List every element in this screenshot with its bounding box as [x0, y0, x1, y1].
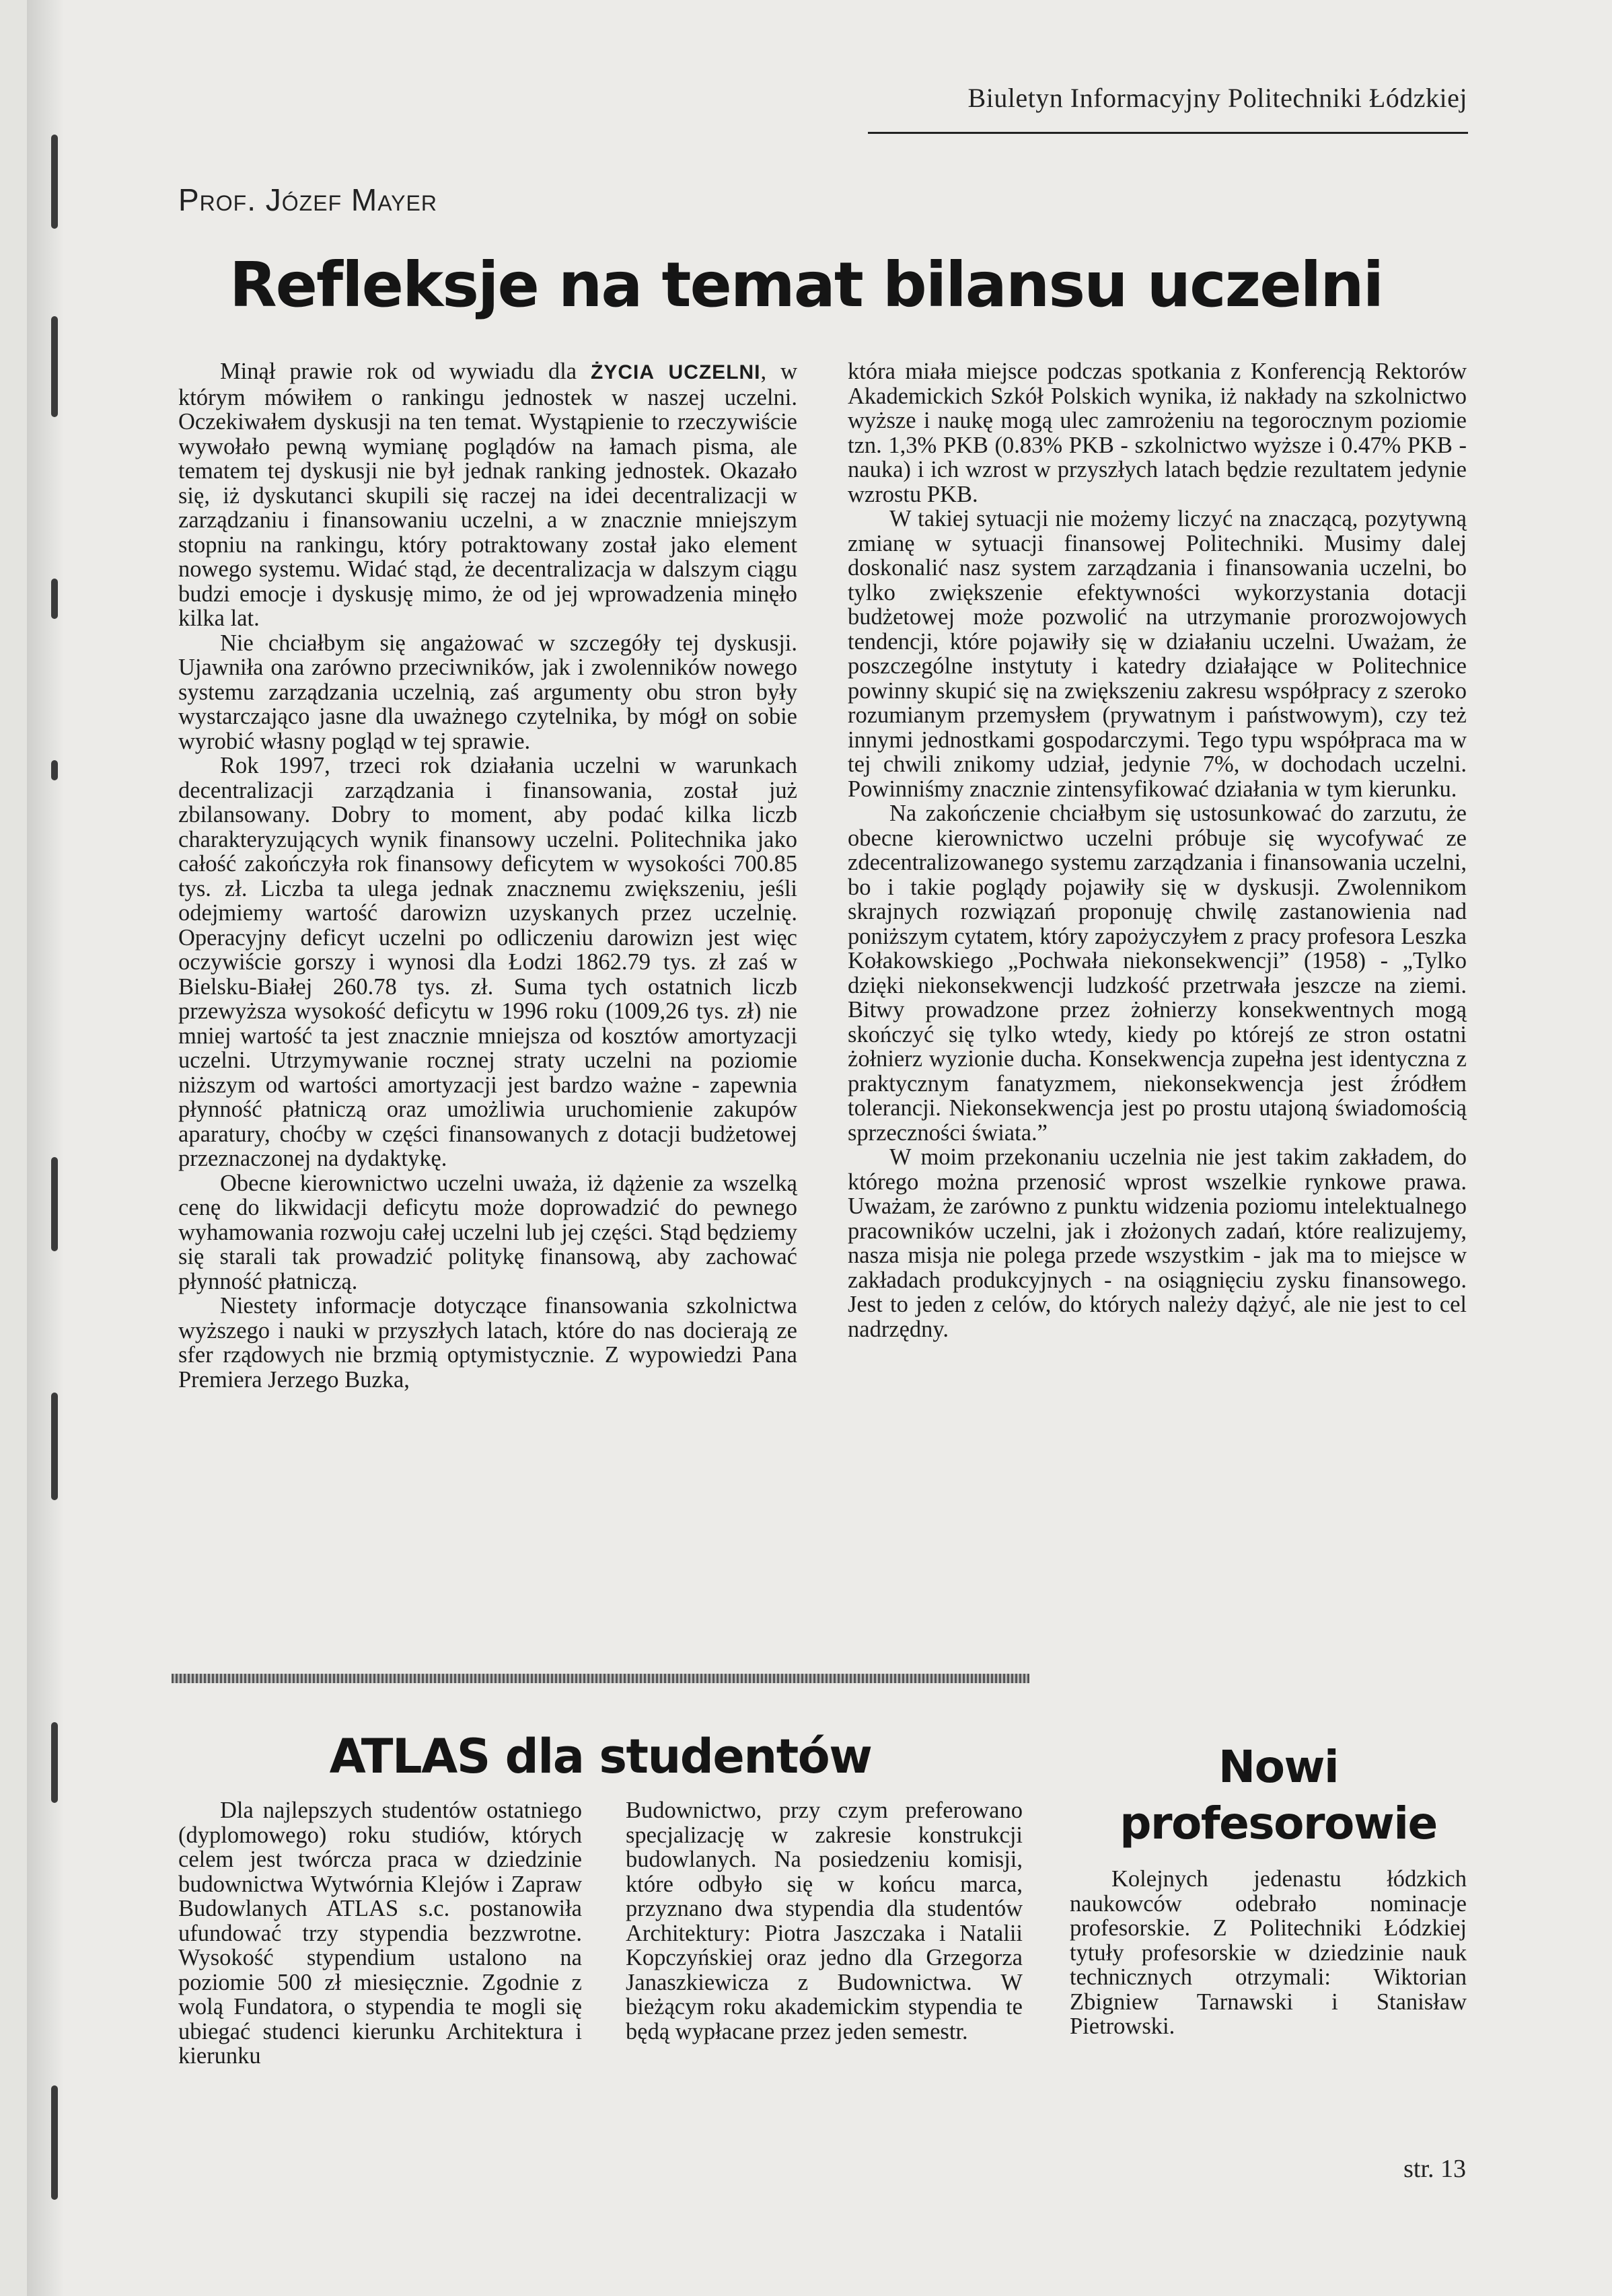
binding-mark	[51, 1157, 58, 1251]
journal-name: ŻYCIA UCZELNI	[591, 361, 761, 383]
bulletin-title: Biuletyn Informacyjny Politechniki Łódzkiej	[967, 83, 1467, 113]
article-right-column	[848, 359, 1467, 1341]
article-paragraph: Niestety informacje dotyczące finansowania szkolnictwa wyższego i nauki w przyszłych latach, które do nas docierają ze sfer rządowych nie brzmią optymistycznie. Z wypowiedzi Pana Premiera Jerzego Buzka,	[178, 1293, 797, 1393]
page-number: str. 13	[1403, 2155, 1466, 2183]
atlas-paragraph: Budownictwo, przy czym preferowano specjalizację w zakresie konstrukcji budowlanych. Na posiedzeniu komisji, które odbyło się w końcu marca, przyznano dwa stypendia dla studentów Architektury: Piotra Jaszczaka i Natalii Kopczyńskiej oraz jedno dla Grzegorza Janaszkiewicza z Budownictwa. W bieżącym roku akademickim stypendia te będą wypłacane przez jeden semestr.	[626, 1798, 1023, 2044]
binding-mark	[51, 316, 58, 417]
article-paragraph: Obecne kierownictwo uczelni uważa, iż dążenie za wszelką cenę do likwidacji deficytu może doprowadzić do pewnego wyhamowania rozwoju całej uczelni lub jej części. Stąd będziemy się starali tak prowadzić politykę finansową, aby zachować płynność płatniczą.	[178, 1170, 797, 1294]
atlas-headline: ATLAS dla studentów	[329, 1729, 872, 1784]
article-paragraph: Minął prawie rok od wywiadu dla ŻYCIA UCZELNI, w którym mówiłem o rankingu jednostek w naszej uczelni. Oczekiwałem dyskusji na ten temat. Wystąpienie to rzeczywiście wywołało pewną wymianę poglądów na łamach pisma, ale tematem tej dyskusji nie był jednak ranking jednostek. Okazało się, iż dyskutanci skupili się raczej na idei decentralizacji w zarządzaniu i finansowaniu uczelni, a w znacznie mniejszym stopniu na rankingu, który potraktowany został jako element nowego systemu. Widać stąd, że decentralizacja w dalszym ciągu budzi emocje i dyskusję mimo, że od jej wprowadzenia minęło kilka lat.	[178, 359, 798, 631]
binding-mark	[51, 760, 58, 780]
article-paragraph: Na zakończenie chciałbym się ustosunkować do zarzutu, że obecne kierownictwo uczelni próbuje się wycofywać ze zdecentralizowanego systemu zarządzania i finansowania uczelni, bo i takie poglądy pojawiły się w dyskusji. Zwolennikom skrajnych rozwiązań proponuję chwilę zastanowienia nad poniższym cytatem, który zapożyczyłem z pracy profesora Leszka Kołakowskiego „Pochwała niekonsekwencji” (1958) - „Tylko dzięki niekonsekwencji ludzkość przetrwała jeszcze na ziemi. Bitwy prowadzone przez żołnierzy konsekwentnych mogą skończyć się tylko wtedy, kiedy po którejś ze stron ostatni żołnierz wyzionie ducha. Konsekwencja zupełna jest identyczna z praktycznym fanatyzmem, niekonsekwencja jest źródłem tolerancji. Niekonsekwencja jest po prostu utajoną świadomością sprzeczności świata.”	[848, 801, 1467, 1146]
page-binding-shadow	[27, 0, 64, 2296]
article-paragraph: W takiej sytuacji nie możemy liczyć na znaczącą, pozytywną zmianę w sytuacji finansowej Politechniki. Musimy dalej doskonalić nasz system zarządzania i finansowania uczelni, bo tylko zwiększenie efektywności wykorzystania dotacji budżetowej może pozwolić na utrzymanie prorozwojowych tendencji, które pojawiły się w działaniu uczelni. Uważam, że poszczególne instytuty i katedry działające w Politechnice powinny skupić się na zwiększeniu zakresu współpracy z szeroko rozumianym przemysłem (prywatnym i państwowym), czy też innymi jednostkami gospodarczymi. Tego typu współpraca ma w tej chwili znikomy udział, jedynie 7%, w dochodach uczelni. Powinniśmy znacznie zintensyfikować działania w tym kierunku.	[848, 506, 1467, 802]
nowi-headline-line2: profesorowie	[1120, 1798, 1437, 1849]
article-left-column	[178, 359, 797, 1392]
binding-mark	[51, 1393, 58, 1500]
atlas-paragraph: Dla najlepszych studentów ostatniego (dyplomowego) roku studiów, których celem jest twórcza praca w dziedzinie budownictwa Wytwórnia Klejów i Zapraw Budowlanych ATLAS s.c. postanowiła ufundować trzy stypendia bezzwrotne. Wysokość stypendium ustalono na poziomie 500 zł miesięcznie. Zgodnie z wolą Fundatora, o stypendia te mogli się ubiegać studenci kierunku Architektura i kierunku	[178, 1798, 582, 2069]
atlas-left-column	[178, 1798, 582, 2069]
nowi-paragraph: Kolejnych jedenastu łódzkich naukowców odebrało nominacje profesorskie. Z Politechniki Łódzkiej tytuły profesorskie w dziedzinie nauk technicznych otrzymali: Wiktorian Zbigniew Tarnawski i Stanisław Pietrowski.	[1070, 1866, 1467, 2039]
binding-mark	[51, 1722, 58, 1803]
binding-mark	[51, 2085, 58, 2200]
atlas-right-column	[626, 1798, 1023, 2044]
binding-mark	[51, 135, 58, 229]
binding-mark	[51, 579, 58, 619]
header-rule	[868, 132, 1468, 134]
article-paragraph: Nie chciałbym się angażować w szczegóły tej dyskusji. Ujawniła ona zarówno przeciwników, jak i zwolenników nowego systemu zarządzania uczelnią, zaś argumenty obu stron były wystarczająco jasne dla uważnego czytelnika, by mógł on sobie wyrobić własny pogląd w tej sprawie.	[178, 630, 797, 754]
section-divider	[172, 1674, 1029, 1683]
article-paragraph: Rok 1997, trzeci rok działania uczelni w warunkach decentralizacji zarządzania i finansowania, został już zbilansowany. Dobry to moment, aby podać kilka liczb charakteryzujących wynik finansowy uczelni. Politechnika jako całość zakończyła rok finansowy deficytem w wysokości 700.85 tys. zł. Liczba ta ulega jednak znacznemu zwiększeniu, jeśli odejmiemy wartość darowizn uzyskanych przez uczelnię. Operacyjny deficyt uczelni po odliczeniu darowizn jest więc oczywiście gorszy i wynosi dla Łodzi 1862.79 tys. zł zaś w Bielsku-Białej 260.78 tys. zł. Suma tych ostatnich liczb przewyższa wysokość deficytu w 1996 roku (1009,26 tys. zł) nie mniej wartość ta jest znacznie mniejsza od kosztów amortyzacji uczelni. Utrzymywanie rocznej straty uczelni na poziomie niższym od wartości amortyzacji jest bardzo ważne - zapewnia płynność płatniczą oraz umożliwia uruchomienie zakupów aparatury, choćby w części finansowanych z dotacji budżetowej przeznaczonej na dydaktykę.	[178, 753, 797, 1171]
nowi-column	[1070, 1867, 1467, 2039]
nowi-headline-line1: Nowi	[1218, 1741, 1339, 1793]
article-paragraph: W moim przekonaniu uczelnia nie jest takim zakładem, do którego można przenosić wprost wszelkie rynkowe prawa. Uważam, że zarówno z punktu widzenia poziomu intelektualnego pracowników uczelni, jak i złożonych zadań, które realizujemy, nasza misja nie polega przede wszystkim - jak ma to miejsce w zakładach produkcyjnych - na osiągnięciu zysku finansowego. Jest to jeden z celów, do których należy dążyć, ale nie jest to cel nadrzędny.	[848, 1144, 1467, 1342]
nowi-headline	[1076, 1739, 1480, 1852]
article-paragraph: która miała miejsce podczas spotkania z Konferencją Rektorów Akademickich Szkół Polskich wynika, iż nakłady na szkolnictwo wyższe i naukę mogą ulec zamrożeniu na tegorocznym poziomie tzn. 1,3% PKB (0.83% PKB - szkolnictwo wyższe i 0.47% PKB - nauka) i ich wzrost w przyszłych latach będzie rezultatem jedynie wzrostu PKB.	[848, 359, 1467, 507]
article-author: Prof. Józef Mayer	[178, 182, 437, 217]
article-headline: Refleksje na temat bilansu uczelni	[229, 249, 1383, 321]
